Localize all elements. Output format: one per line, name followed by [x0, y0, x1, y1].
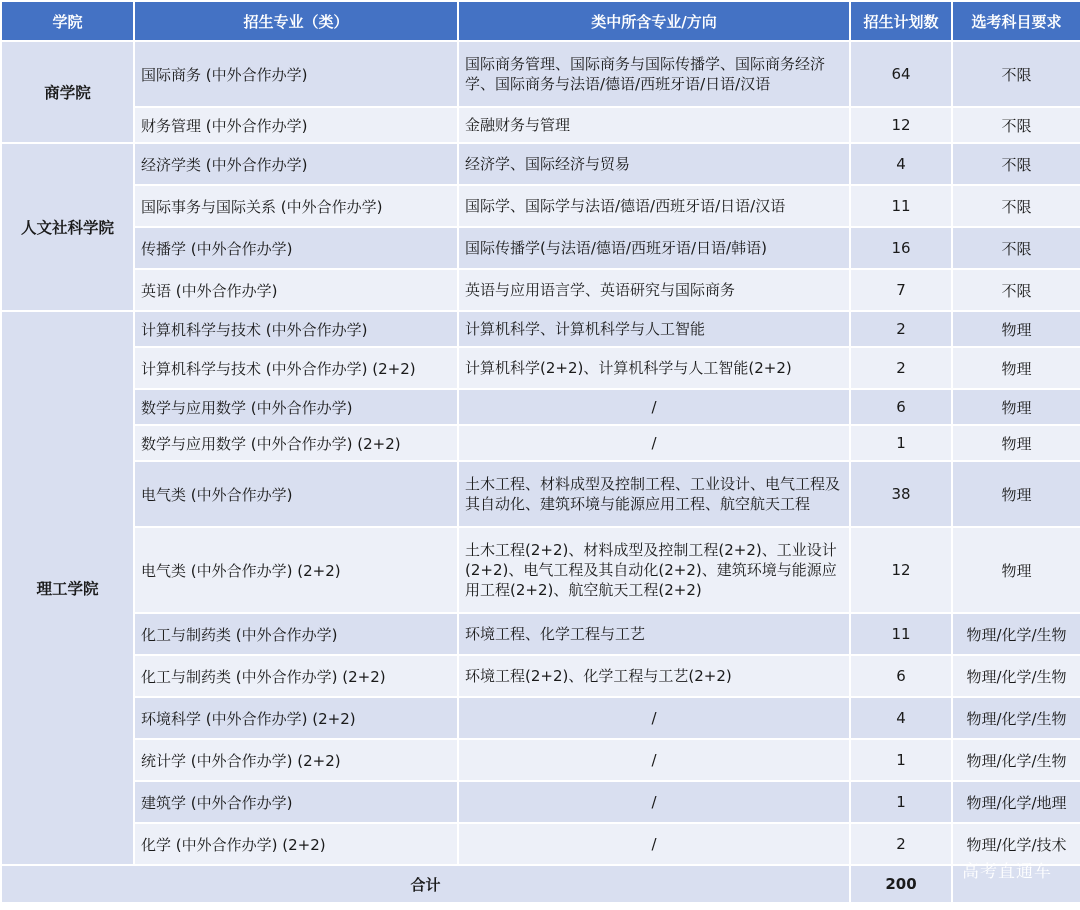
plan-cell: 12 — [850, 107, 952, 143]
subject-cell: 不限 — [952, 41, 1080, 107]
major-cell: 英语 (中外合作办学) — [134, 269, 458, 311]
direction-cell: / — [458, 425, 850, 461]
subject-cell: 不限 — [952, 269, 1080, 311]
major-cell: 环境科学 (中外合作办学) (2+2) — [134, 697, 458, 739]
major-cell: 财务管理 (中外合作办学) — [134, 107, 458, 143]
table-row — [1, 739, 1080, 781]
table-row — [1, 425, 1080, 461]
table-row — [1, 389, 1080, 425]
header-major: 招生专业（类） — [134, 1, 458, 41]
table-row — [1, 697, 1080, 739]
table-row — [1, 185, 1080, 227]
major-cell: 统计学 (中外合作办学) (2+2) — [134, 739, 458, 781]
direction-cell: 土木工程、材料成型及控制工程、工业设计、电气工程及其自动化、建筑环境与能源应用工程、航空航天工程 — [458, 461, 850, 527]
plan-cell: 38 — [850, 461, 952, 527]
plan-cell: 6 — [850, 389, 952, 425]
table-row — [1, 227, 1080, 269]
college-science: 理工学院 — [1, 311, 134, 865]
direction-cell: / — [458, 697, 850, 739]
table-row — [1, 461, 1080, 527]
plan-cell: 6 — [850, 655, 952, 697]
subject-cell: 物理 — [952, 461, 1080, 527]
direction-cell: 计算机科学(2+2)、计算机科学与人工智能(2+2) — [458, 347, 850, 389]
direction-cell: 环境工程(2+2)、化学工程与工艺(2+2) — [458, 655, 850, 697]
subject-cell: 不限 — [952, 185, 1080, 227]
subject-cell: 不限 — [952, 143, 1080, 185]
direction-cell: / — [458, 781, 850, 823]
plan-cell: 2 — [850, 823, 952, 865]
table-row — [1, 347, 1080, 389]
total-value: 200 — [850, 865, 952, 903]
major-cell: 数学与应用数学 (中外合作办学) — [134, 389, 458, 425]
header-plan: 招生计划数 — [850, 1, 952, 41]
major-cell: 化工与制药类 (中外合作办学) — [134, 613, 458, 655]
plan-cell: 1 — [850, 425, 952, 461]
subject-cell: 不限 — [952, 107, 1080, 143]
major-cell: 化工与制药类 (中外合作办学) (2+2) — [134, 655, 458, 697]
major-cell: 建筑学 (中外合作办学) — [134, 781, 458, 823]
plan-cell: 11 — [850, 613, 952, 655]
subject-cell: 物理/化学/生物 — [952, 697, 1080, 739]
subject-cell: 物理/化学/生物 — [952, 655, 1080, 697]
table-row — [1, 311, 1080, 347]
major-cell: 计算机科学与技术 (中外合作办学) (2+2) — [134, 347, 458, 389]
header-college: 学院 — [1, 1, 134, 41]
table-header-row — [1, 1, 1080, 41]
major-cell: 电气类 (中外合作办学) (2+2) — [134, 527, 458, 613]
table-row — [1, 781, 1080, 823]
table-row — [1, 269, 1080, 311]
major-cell: 传播学 (中外合作办学) — [134, 227, 458, 269]
table-row — [1, 655, 1080, 697]
subject-cell: 物理 — [952, 311, 1080, 347]
major-cell: 国际商务 (中外合作办学) — [134, 41, 458, 107]
subject-cell: 物理/化学/技术 — [952, 823, 1080, 865]
subject-cell: 物理/化学/生物 — [952, 613, 1080, 655]
watermark-text: 高考直通车 — [962, 862, 1052, 882]
direction-cell: 英语与应用语言学、英语研究与国际商务 — [458, 269, 850, 311]
table-row — [1, 823, 1080, 865]
plan-cell: 7 — [850, 269, 952, 311]
plan-cell: 2 — [850, 347, 952, 389]
direction-cell: 环境工程、化学工程与工艺 — [458, 613, 850, 655]
plan-cell: 11 — [850, 185, 952, 227]
subject-cell: 物理/化学/地理 — [952, 781, 1080, 823]
subject-cell: 物理 — [952, 347, 1080, 389]
major-cell: 化学 (中外合作办学) (2+2) — [134, 823, 458, 865]
direction-cell: 金融财务与管理 — [458, 107, 850, 143]
plan-cell: 4 — [850, 697, 952, 739]
major-cell: 电气类 (中外合作办学) — [134, 461, 458, 527]
plan-cell: 1 — [850, 739, 952, 781]
direction-cell: 国际学、国际学与法语/德语/西班牙语/日语/汉语 — [458, 185, 850, 227]
plan-cell: 2 — [850, 311, 952, 347]
plan-cell: 1 — [850, 781, 952, 823]
direction-cell: 土木工程(2+2)、材料成型及控制工程(2+2)、工业设计(2+2)、电气工程及其自动化(2+2)、建筑环境与能源应用工程(2+2)、航空航天工程(2+2) — [458, 527, 850, 613]
plan-cell: 16 — [850, 227, 952, 269]
table-row — [1, 143, 1080, 185]
subject-cell: 物理/化学/生物 — [952, 739, 1080, 781]
table-row — [1, 107, 1080, 143]
college-business: 商学院 — [1, 41, 134, 143]
total-label: 合计 — [1, 865, 850, 903]
major-cell: 经济学类 (中外合作办学) — [134, 143, 458, 185]
table-row — [1, 613, 1080, 655]
subject-cell: 物理 — [952, 389, 1080, 425]
table-row — [1, 527, 1080, 613]
direction-cell: / — [458, 389, 850, 425]
header-direction: 类中所含专业/方向 — [458, 1, 850, 41]
plan-cell: 4 — [850, 143, 952, 185]
subject-cell: 物理 — [952, 425, 1080, 461]
direction-cell: 国际传播学(与法语/德语/西班牙语/日语/韩语) — [458, 227, 850, 269]
direction-cell: 经济学、国际经济与贸易 — [458, 143, 850, 185]
major-cell: 计算机科学与技术 (中外合作办学) — [134, 311, 458, 347]
total-row — [1, 865, 1080, 903]
major-cell: 数学与应用数学 (中外合作办学) (2+2) — [134, 425, 458, 461]
direction-cell: 国际商务管理、国际商务与国际传播学、国际商务经济学、国际商务与法语/德语/西班牙语/日语/汉语 — [458, 41, 850, 107]
direction-cell: / — [458, 823, 850, 865]
college-humanities: 人文社科学院 — [1, 143, 134, 311]
subject-cell: 不限 — [952, 227, 1080, 269]
plan-cell: 64 — [850, 41, 952, 107]
major-cell: 国际事务与国际关系 (中外合作办学) — [134, 185, 458, 227]
table-row — [1, 41, 1080, 107]
subject-cell: 物理 — [952, 527, 1080, 613]
plan-cell: 12 — [850, 527, 952, 613]
direction-cell: / — [458, 739, 850, 781]
direction-cell: 计算机科学、计算机科学与人工智能 — [458, 311, 850, 347]
header-subject: 选考科目要求 — [952, 1, 1080, 41]
